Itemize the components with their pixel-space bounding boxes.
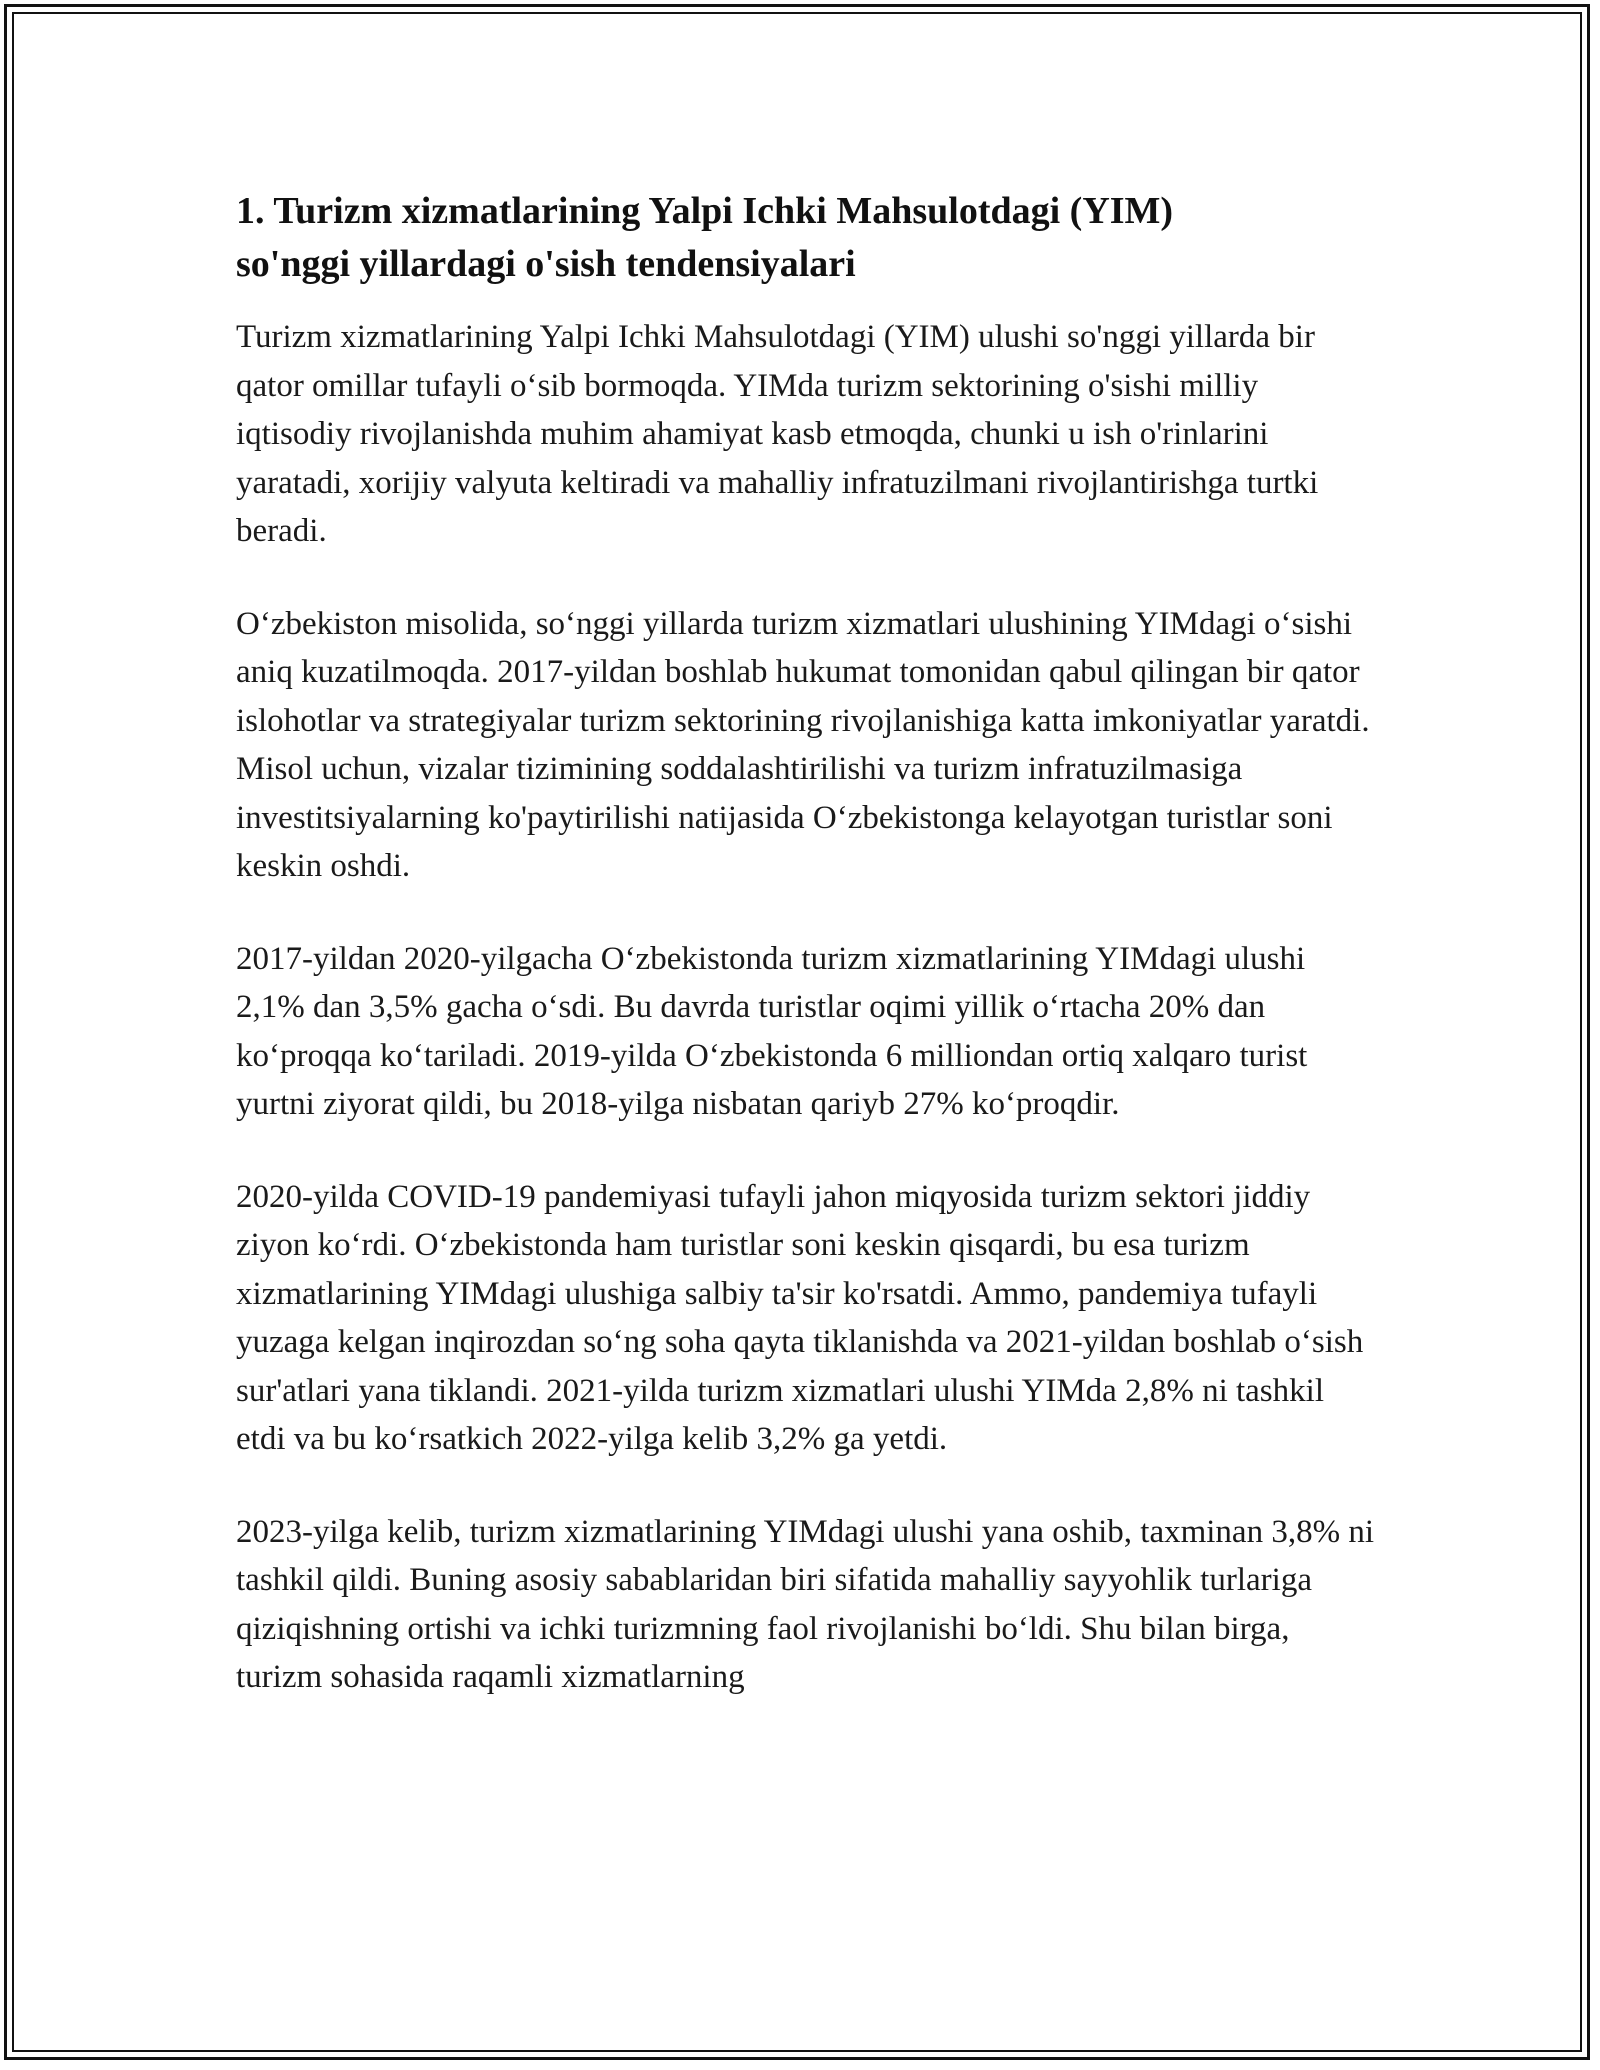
section-heading	[236, 185, 1376, 291]
paragraph-2023: 2023-yilga kelib, turizm xizmatlarining YIMdagi ulushi yana oshib, taxminan 3,8% ni tashkil qildi. Buning asosiy sabablaridan biri sifatida mahalliy sayyohlik turlariga qiziqishning ortishi va ichki turizmning faol rivojlanishi bo‘ldi. Shu bilan birga, turizm sohasida raqamli xizmatlarning	[236, 1513, 1374, 1695]
document-page	[236, 185, 1376, 1702]
paragraph-2017-2020: 2017-yildan 2020-yilgacha O‘zbekistonda turizm xizmatlarining YIMdagi ulushi 2,1% dan 3,5% gacha o‘sdi. Bu davrda turistlar oqimi yillik o‘rtacha 20% dan ko‘proqqa ko‘tariladi. 2019-yilda O‘zbekistonda 6 milliondan ortiq xalqaro turist yurtni ziyorat qildi, bu 2018-yilga nisbatan qariyb 27% ko‘proqdir.	[236, 940, 1308, 1122]
paragraph-uzbekistan-example: O‘zbekiston misolida, so‘nggi yillarda turizm xizmatlari ulushining YIMdagi o‘sishi aniq kuzatilmoqda. 2017-yildan boshlab hukumat tomonidan qabul qilingan bir qator islohotlar va strategiyalar turizm sektorining rivojlanishiga katta imkoniyatlar yaratdi. Misol uchun, vizalar tizimining soddalashtirilishi va turizm infratuzilmasiga investitsiyalarning ko'paytirilishi natijasida O‘zbekistonga kelayotgan turistlar soni keskin oshdi.	[236, 605, 1370, 884]
heading-line-2: so'nggi yillardagi o'sish tendensiyalari	[236, 243, 856, 285]
paragraph-covid: 2020-yilda COVID-19 pandemiyasi tufayli jahon miqyosida turizm sektori jiddiy ziyon ko‘rdi. O‘zbekistonda ham turistlar soni keskin qisqardi, bu esa turizm xizmatlarining YIMdagi ulushiga salbiy ta'sir ko'rsatdi. Ammo, pandemiya tufayli yuzaga kelgan inqirozdan so‘ng soha qayta tiklanishda va 2021-yildan boshlab o‘sish sur'atlari yana tiklandi. 2021-yilda turizm xizmatlari ulushi YIMda 2,8% ni tashkil etdi va bu ko‘rsatkich 2022-yilga kelib 3,2% ga yetdi.	[236, 1178, 1364, 1457]
heading-line-1: 1. Turizm xizmatlarining Yalpi Ichki Mahsulotdagi (YIM)	[236, 190, 1174, 232]
paragraph-intro: Turizm xizmatlarining Yalpi Ichki Mahsulotdagi (YIM) ulushi so'nggi yillarda bir qator omillar tufayli o‘sib bormoqda. YIMda turizm sektorining o'sishi milliy iqtisodiy rivojlanishda muhim ahamiyat kasb etmoqda, chunki u ish o'rinlarini yaratadi, xorijiy valyuta keltiradi va mahalliy infratuzilmani rivojlantirishga turtki beradi.	[236, 319, 1319, 549]
